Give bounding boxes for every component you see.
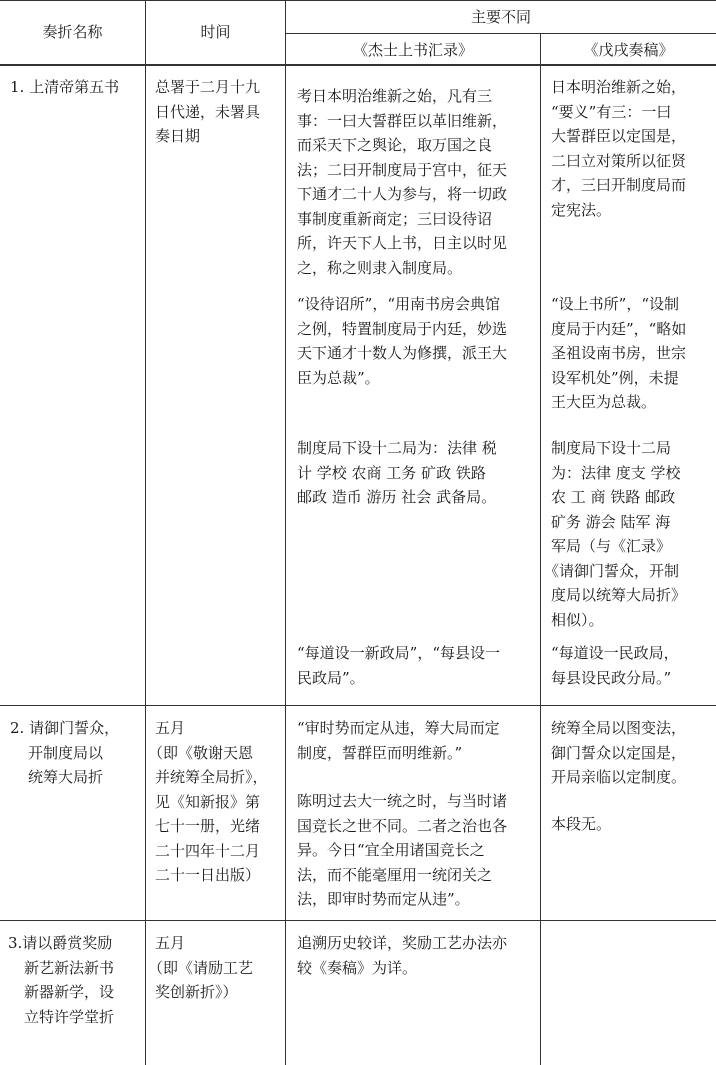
- row1-time-line2: 日代递，未署具: [155, 102, 261, 121]
- row2-name-line2: 开制度局以: [28, 743, 104, 762]
- row2-name-line1: 2. 请御门誓众，: [10, 719, 120, 737]
- row2-huilu-p1-line2: 制度，誓群臣而明维新。”: [297, 743, 463, 762]
- row1-huilu-p3-line3: 邮政 造币 游历 社会 武备局。: [297, 488, 497, 506]
- header-subrow-divider: [285, 33, 716, 34]
- row2-zougao-p1-line3: 开局亲临以定制度。: [551, 768, 687, 786]
- row1-huilu-p1-line4: 法；二曰开制度局于宫中，征天: [297, 160, 508, 179]
- row1-zougao-p3-line6: 《请御门誓众，开制: [544, 561, 680, 580]
- row2-huilu-p2-line4: 法，而不能毫厘用一统闭关之: [297, 865, 493, 884]
- row1-zougao-p1-line4: 二曰立对策所以征贤: [551, 151, 687, 170]
- row1-huilu-p3-line1: 制度局下设十二局为：法律 税: [297, 439, 497, 457]
- row1-huilu-p2-line4: 臣为总裁”。: [297, 368, 380, 387]
- row1-huilu-p3-line2: 计 学校 农商 工务 矿政 铁路: [297, 463, 486, 482]
- row-divider-2: [0, 920, 716, 921]
- row1-huilu-p1-line7: 所，许天下人上书，日主以时见: [297, 234, 508, 252]
- row1-zougao-p2-line2: 度局于内廷”，“略如: [551, 319, 687, 338]
- row-divider-1: [0, 705, 716, 706]
- row1-zougao-p3-line5: 军局（与《汇录》: [551, 537, 672, 555]
- row1-zougao-p2-line4: 设军机处”例，未提: [551, 368, 679, 387]
- row2-name-line3: 统筹大局折: [28, 768, 104, 786]
- row3-time-line1: 五月: [155, 934, 186, 952]
- row3-name-line3: 新器新学，设: [24, 983, 115, 1001]
- row1-zougao-p1-line1: 日本明治维新之始，: [551, 78, 687, 96]
- row2-huilu-p2-line2: 国竞长之世不同。二者之治也各: [297, 816, 508, 835]
- row1-time-line1: 总署于二月十九: [155, 78, 261, 96]
- row2-time-line1: 五月: [155, 719, 186, 737]
- row2-time-line3: 并统筹全局折》，: [155, 768, 268, 786]
- row3-name-line1: 3.请以爵赏奖励: [8, 934, 113, 952]
- row1-zougao-p2-line3: 圣祖设南书房，世宗: [551, 344, 687, 362]
- header-huilu: 《杰士上书汇录》: [352, 41, 473, 59]
- row1-zougao-p1-line3: 大誓群臣以定国是，: [551, 127, 687, 145]
- table-top-border: [0, 0, 716, 1]
- column-divider-3: [540, 33, 541, 1065]
- row3-name-line4: 立特许学堂折: [24, 1007, 115, 1026]
- row1-huilu-p4-line2: 民政局”。: [297, 668, 365, 687]
- row1-huilu-p1-line3: 而采天下之舆论，取万国之良: [297, 136, 493, 154]
- row1-huilu-p2-line1: “设待诏所”，“用南书房会典馆: [297, 295, 501, 313]
- row1-zougao-p3-line7: 度局以统筹大局折》: [551, 586, 687, 604]
- row1-zougao-p3-line2: 为：法律 度支 学校: [551, 463, 681, 482]
- header-zougao: 《戊戌奏稿》: [583, 41, 674, 59]
- row1-zougao-p3-line1: 制度局下设十二局: [551, 439, 672, 457]
- row2-time-line6: 二十四年十二月: [155, 841, 261, 860]
- row3-name-line2: 新艺新法新书: [24, 958, 115, 977]
- row2-zougao-p1-line2: 御门誓众以定国是，: [551, 743, 687, 762]
- row2-huilu-p2-line3: 异。今日“宜全用诸国竞长之: [297, 841, 485, 859]
- header-name: 奏折名称: [42, 23, 103, 41]
- row1-huilu-p2-line3: 天下通才十数人为修撰，派王大: [297, 344, 508, 362]
- row2-zougao-p1-line1: 统筹全局以图变法，: [551, 719, 687, 737]
- row1-name-line1: 1. 上清帝第五书: [10, 78, 120, 96]
- row2-huilu-p2-line1: 陈明过去大一统之时，与当时诸: [297, 792, 508, 810]
- row1-zougao-p2-line1: “设上书所”，“设制: [551, 295, 680, 313]
- row1-huilu-p1-line8: 之，称之则隶入制度局。: [297, 258, 463, 277]
- row1-zougao-p1-line5: 才，三曰开制度局而: [551, 176, 687, 194]
- row1-zougao-p1-line2: “要义”有三：一曰: [551, 102, 672, 121]
- row1-time-line3: 奏日期: [155, 127, 201, 145]
- row1-huilu-p1-line2: 事：一曰大誓群臣以革旧维新，: [297, 111, 508, 130]
- row1-zougao-p2-line5: 王大臣为总裁。: [551, 393, 657, 411]
- header-bottom-border: [0, 64, 716, 66]
- row1-huilu-p1-line1: 考日本明治维新之始，凡有三: [297, 87, 493, 105]
- column-divider-1: [145, 0, 146, 1065]
- row3-huilu-line2: 较《奏稿》为详。: [297, 958, 418, 977]
- header-diff: 主要不同: [470, 8, 531, 26]
- row2-time-line7: 二十一日出版）: [155, 866, 261, 884]
- row3-time-line3: 奖创新折》）: [155, 983, 238, 1001]
- row1-huilu-p1-line5: 下通才二十人为参与，将一切政: [297, 185, 508, 203]
- row1-zougao-p1-line6: 定宪法。: [551, 200, 612, 219]
- row2-huilu-p2-line5: 法，即审时势而定从违”。: [297, 890, 470, 908]
- row3-huilu-line1: 追溯历史较详，奖励工艺办法亦: [297, 934, 508, 952]
- row1-zougao-p4-line1: “每道设一民政局，: [551, 644, 679, 662]
- row1-zougao-p3-line8: 相似）。: [551, 610, 604, 629]
- row1-huilu-p2-line2: 之例，特置制度局于内廷，妙选: [297, 319, 508, 338]
- row1-zougao-p4-line2: 每县设民政分局。”: [551, 668, 672, 687]
- row2-zougao-p2-line1: 本段无。: [551, 815, 612, 833]
- row1-zougao-p3-line3: 农 工 商 铁路 邮政: [551, 488, 676, 506]
- column-divider-2: [285, 0, 286, 1065]
- row1-huilu-p4-line1: “每道设一新政局”，“每县设一: [297, 644, 501, 662]
- row1-huilu-p1-line6: 事制度重新商定；三曰设待诏: [297, 209, 493, 228]
- row1-zougao-p3-line4: 矿务 游会 陆军 海: [551, 512, 671, 531]
- row2-time-line5: 七十一册，光绪: [155, 817, 261, 835]
- header-time: 时间: [200, 23, 231, 41]
- row2-time-line4: 见《知新报》第: [155, 792, 261, 811]
- row2-huilu-p1-line1: “审时势而定从违，筹大局而定: [297, 719, 500, 737]
- row2-time-line2: （即《敬谢天恩: [148, 743, 254, 762]
- row3-time-line2: （即《请励工艺: [148, 958, 254, 977]
